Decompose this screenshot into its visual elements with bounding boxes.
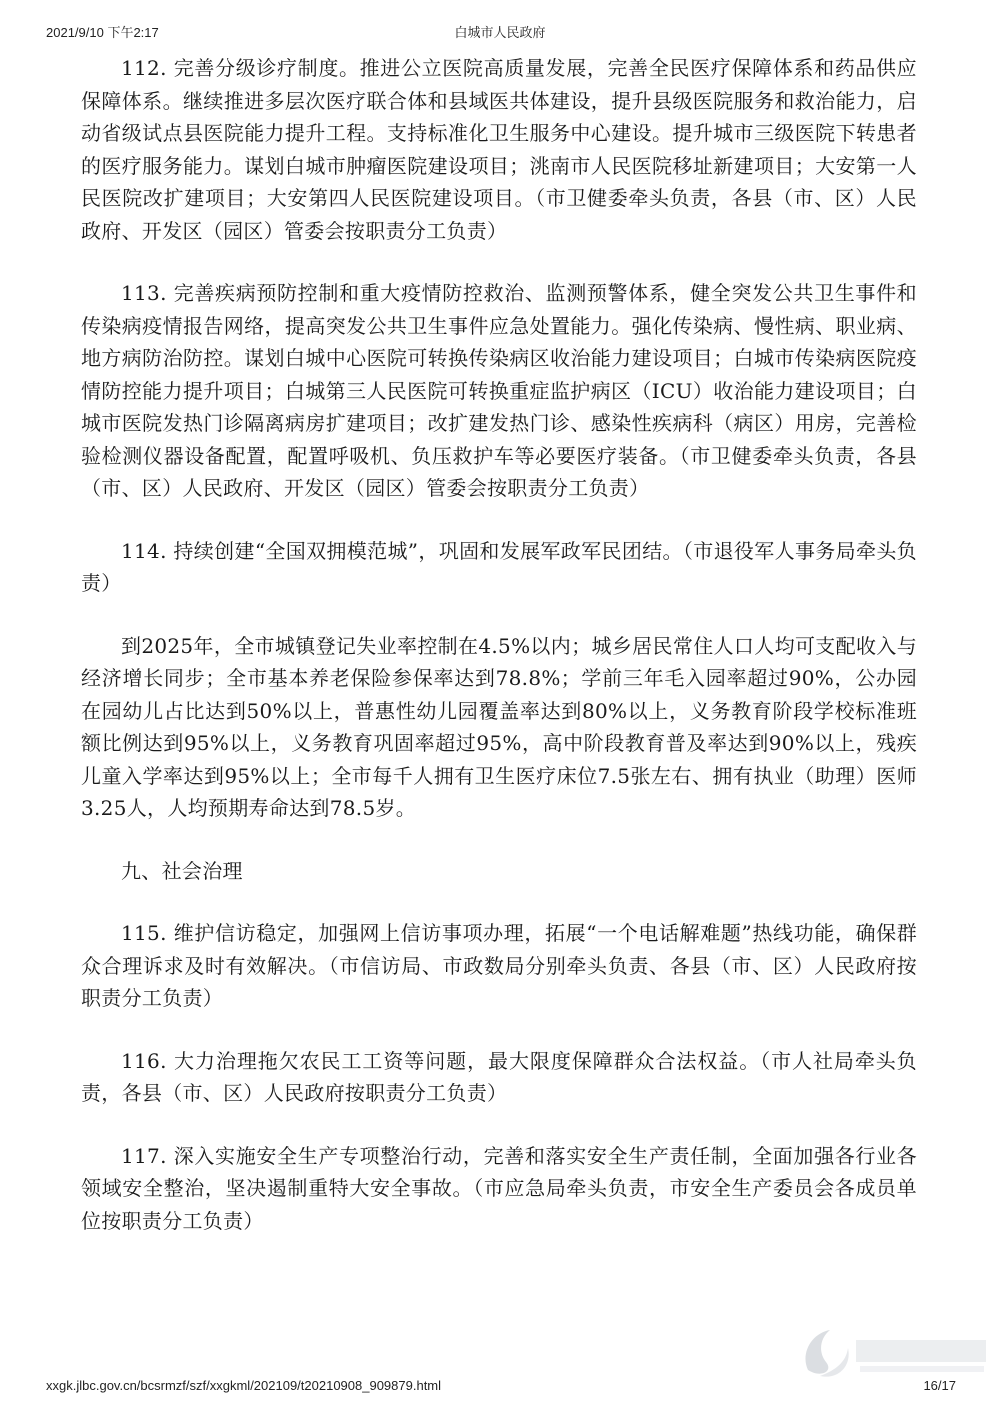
paragraph-117: 117. 深入实施安全生产专项整治行动，完善和落实安全生产责任制，全面加强各行业各领域安全整治，坚决遏制重特大安全事故。（市应急局牵头负责，市安全生产委员会各成员单位按职责分工负责） [81, 1143, 917, 1233]
paragraph-112: 112. 完善分级诊疗制度。推进公立医院高质量发展，完善全民医疗保障体系和药品供应保障体系。继续推进多层次医疗联合体和县域医共体建设，提升县级医院服务和救治能力，启动省级试点县医院能力提升工程。支持标准化卫生服务中心建设。提升城市三级医院下转患者的医疗服务能力。谋划白城市肿瘤医院建设项目；洮南市人民医院移址新建项目；大安第一人民医院改扩建项目；大安第四人民医院建设项目。（市卫健委牵头负责，各县（市、区）人民政府、开发区（园区）管委会按职责分工负责） [81, 56, 917, 243]
document-body [81, 52, 917, 1237]
paragraph-114: 114. 持续创建“全国双拥模范城”，巩固和发展军政军民团结。（市退役军人事务局牵头负责） [81, 538, 917, 595]
footer-url[interactable]: xxgk.jlbc.gov.cn/bcsrmzf/szf/xxgkml/202109/t20210908_909879.html [46, 1378, 442, 1393]
section-heading-social-governance: 九、社会治理 [121, 858, 243, 883]
header-title: 白城市人民政府 [454, 25, 546, 40]
paragraph-115: 115. 维护信访稳定，加强网上信访事项办理，拓展“一个电话解难题”热线功能，确保群众合理诉求及时有效解决。（市信访局、市政数局分别牵头负责、各县（市、区）人民政府按职责分工负责） [81, 921, 917, 1010]
swirl-logo-icon [790, 1318, 990, 1388]
paragraph-113: 113. 完善疾病预防控制和重大疫情防控救治、监测预警体系，健全突发公共卫生事件和传染病疫情报告网络，提高突发公共卫生事件应急处置能力。强化传染病、慢性病、职业病、地方病防治防控。谋划白城中心医院可转换传染病区收治能力建设项目；白城市传染病医院疫情防控能力提升项目；白城第三人民医院可转换重症监护病区（ICU）收治能力建设项目；白城市医院发热门诊隔离病房扩建项目；改扩建发热门诊、感染性疾病科（病区）用房，完善检验检测仪器设备配置，配置呼吸机、负压救护车等必要医疗装备。（市卫健委牵头负责，各县（市、区）人民政府、开发区（园区）管委会按职责分工负责） [81, 281, 917, 500]
paragraph-116: 116. 大力治理拖欠农民工工资等问题，最大限度保障群众合法权益。（市人社局牵头负责，各县（市、区）人民政府按职责分工负责） [81, 1048, 917, 1105]
header-datetime: 2021/9/10 下午2:17 [46, 25, 159, 40]
paragraph-targets-2025: 到2025年，全市城镇登记失业率控制在4.5%以内；城乡居民常住人口人均可支配收入与经济增长同步；全市基本养老保险参保率达到78.8%；学前三年毛入园率超过90%，公办园在园幼儿占比达到50%以上，普惠性幼儿园覆盖率达到80%以上，义务教育阶段学校标准班额比例达到95%以上，义务教育巩固率超过95%，高中阶段教育普及率达到90%以上，残疾儿童入学率达到95%以上；全市每千人拥有卫生医疗床位7.5张左右、拥有执业（助理）医师3.25人，人均预期寿命达到78.5岁。 [81, 633, 917, 820]
page-number: 16/17 [923, 1378, 956, 1393]
